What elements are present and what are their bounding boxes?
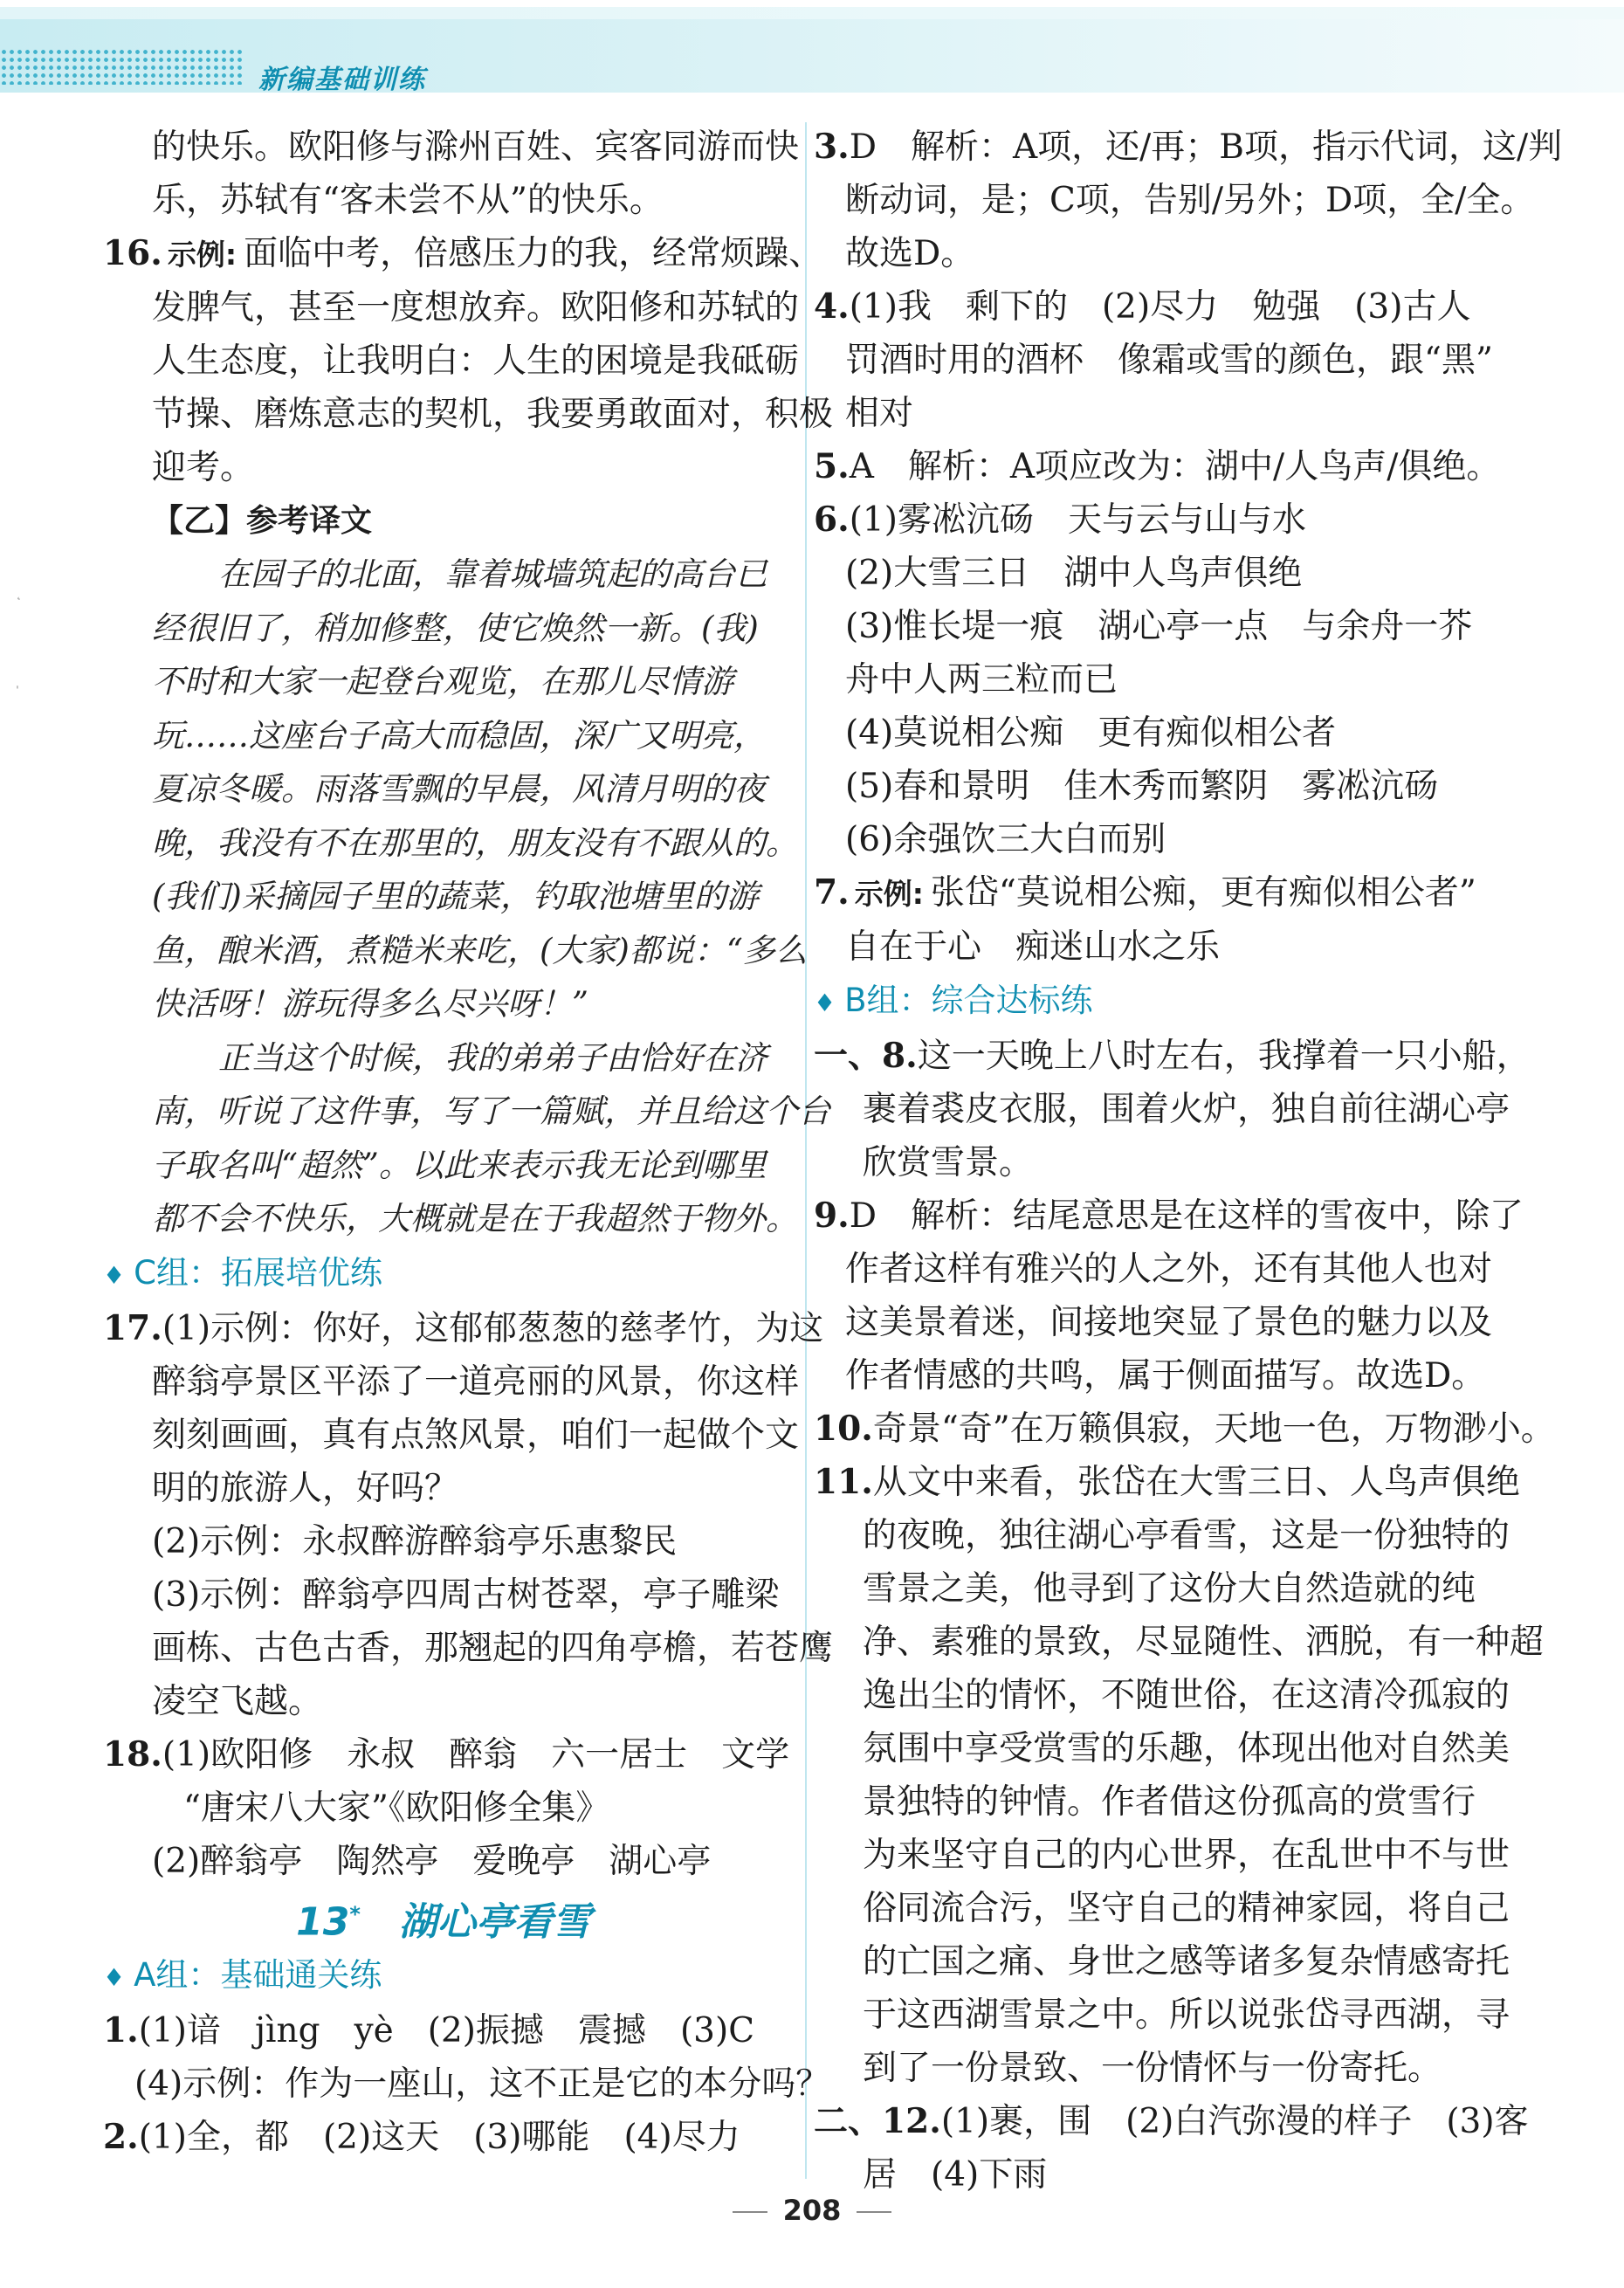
- item-text: (1)全，都 (2)这天 (3)哪能 (4)尽力: [138, 2118, 740, 2158]
- item-text: A 解析：A项应改为：湖中/人鸟声/俱绝。: [849, 447, 1501, 486]
- header-top-strip: [0, 7, 1624, 19]
- translation-line: 夏凉冬暖。雨落雪飘的早晨，风清月明的夜: [152, 770, 766, 808]
- item-text: (1)我 剩下的 (2)尽力 勉强 (3)古人: [849, 287, 1471, 327]
- answer-item: [814, 1402, 1555, 1456]
- item-text: (1)欧阳修 永叔 醉翁 六一居士 文学: [162, 1734, 790, 1775]
- answer-item: [814, 2095, 1529, 2148]
- translation-line: 子取名叫“超然”。以此来表示我无论到哪里: [152, 1146, 767, 1184]
- section-heading-text: A组：基础通关练: [134, 1956, 382, 1995]
- text-line: (4)示例：作为一座山，这不正是它的本分吗？: [134, 2064, 830, 2105]
- translation-line: 南，听说了这件事，写了一篇赋，并且给这个台: [152, 1092, 830, 1130]
- answer-item: [103, 1728, 790, 1781]
- item-text: (1)谙 jìng yè (2)振撼 震撼 (3)C: [138, 2011, 755, 2051]
- text-line: 景独特的钟情。作者借这份孤高的赏雪行: [863, 1782, 1476, 1822]
- item-text: 面临中考，倍感压力的我，经常烦躁、: [244, 234, 823, 273]
- diamond-icon: ♦: [103, 1963, 126, 1993]
- text-line: 作者这样有雅兴的人之外，还有其他人也对: [845, 1250, 1493, 1289]
- text-line: (3)惟长堤一痕 湖心亭一点 与余舟一芥: [845, 607, 1473, 646]
- item-number: 17.: [103, 1307, 162, 1348]
- diamond-icon: ♦: [814, 989, 836, 1017]
- footer-dash-right: [857, 2211, 891, 2213]
- text-line: 断动词，是；C项，告别/另外；D项，全/全。: [845, 181, 1535, 220]
- reference-translation-heading: 【乙】参考译文: [152, 503, 373, 539]
- item-text: D 解析：A项，还/再；B项，指示代词，这/判: [849, 127, 1563, 167]
- text-line: 这美景着迷，间接地突显了景色的魅力以及: [845, 1303, 1493, 1342]
- margin-mark: ˌ: [16, 677, 19, 691]
- text-line: 裹着裘皮衣服，围着火炉，独自前往湖心亭: [863, 1090, 1510, 1129]
- text-line: “唐宋八大家”《欧阳修全集》: [183, 1788, 610, 1828]
- text-line: 人生态度，让我明白：人生的困境是我砥砺: [152, 341, 800, 381]
- example-label: 示例:: [167, 238, 237, 272]
- item-number: 2.: [103, 2117, 139, 2158]
- right-column: [814, 121, 1563, 2202]
- item-number: 16.: [103, 233, 162, 273]
- lesson-title-text: 湖心亭看雪: [398, 1899, 591, 1945]
- translation-line: 在园子的北面，靠着城墙筑起的高台已: [218, 555, 767, 593]
- translation-line: 经很旧了，稍加修整，使它焕然一新。(我): [152, 609, 759, 647]
- text-line: 的亡国之痛、身世之感等诸多复杂情感寄托: [863, 1942, 1510, 1981]
- text-line: 欣赏雪景。: [863, 1143, 1034, 1182]
- text-line: 净、素雅的景致，尽显随性、洒脱，有一种超: [863, 1623, 1545, 1662]
- item-number: 6.: [814, 500, 850, 540]
- margin-mark: ˛: [16, 587, 22, 601]
- left-column: [103, 121, 834, 2164]
- item-text: 从文中来看，张岱在大雪三日、人鸟声俱绝: [872, 1463, 1520, 1502]
- text-line: 于这西湖雪景之中。所以说张岱寻西湖，寻: [863, 1995, 1510, 2035]
- text-line: 迎考。: [152, 448, 255, 487]
- text-line: 的快乐。欧阳修与滁州百姓、宾客同游而快: [152, 127, 800, 167]
- text-line: 节操、磨炼意志的契机，我要勇敢面对，积极: [152, 395, 834, 434]
- translation-line: (我们)采摘园子里的蔬菜，钓取池塘里的游: [152, 878, 759, 915]
- answer-item: [814, 493, 1512, 547]
- answer-item: [814, 866, 1512, 920]
- item-number: 7.: [814, 872, 850, 913]
- text-line: 舟中人两三粒而已: [845, 660, 1118, 699]
- text-line: 发脾气，甚至一度想放弃。欧阳修和苏轼的: [152, 288, 800, 327]
- text-line: (6)余强饮三大白而别: [845, 820, 1166, 859]
- item-number: 4.: [814, 286, 850, 327]
- item-text: (1)裹，围 (2)白汽弥漫的样子 (3)客: [940, 2102, 1529, 2141]
- text-line: 氛围中享受赏雪的乐趣，体现出他对自然美: [863, 1729, 1510, 1768]
- text-line: (2)示例：永叔醉游醉翁亭乐惠黎民: [152, 1521, 678, 1561]
- text-line: 醉翁亭景区平添了一道亮丽的风景，你这样: [152, 1361, 800, 1402]
- answer-item: [814, 280, 1512, 334]
- text-line: 刻刻画画，真有点煞风景，咱们一起做个文: [152, 1415, 800, 1455]
- translation-line: 快活呀！游玩得多么尽兴呀！”: [152, 985, 588, 1023]
- section-heading: [103, 1246, 784, 1302]
- text-line: (2)大雪三日 湖中人鸟声俱绝: [845, 554, 1303, 593]
- text-line: (3)示例：醉翁亭四周古树苍翠，亭子雕梁: [152, 1575, 780, 1615]
- translation-line: 鱼，酿米酒，煮糙米来吃，(大家)都说：“多么: [152, 931, 808, 969]
- item-number: 3.: [814, 127, 850, 167]
- translation-line: 正当这个时候，我的弟弟子由恰好在济: [218, 1038, 767, 1077]
- page-number: 208: [782, 2194, 842, 2227]
- section-heading-text: B组：综合达标练: [844, 982, 1093, 1019]
- header-dot-pattern: [0, 48, 244, 85]
- text-line: 的夜晚，独往湖心亭看雪，这是一份独特的: [863, 1516, 1510, 1555]
- page-footer: [0, 2194, 1624, 2227]
- item-number: 二、12.: [814, 2101, 941, 2141]
- example-label: 示例:: [854, 877, 924, 911]
- text-line: (4)莫说相公痴 更有痴似相公者: [845, 713, 1337, 753]
- item-text: 张岱“莫说相公痴，更有痴似相公者”: [930, 873, 1476, 913]
- item-number: 11.: [814, 1462, 873, 1502]
- answer-item: [103, 1302, 824, 1355]
- text-line: 明的旅游人，好吗？: [152, 1468, 459, 1508]
- text-line: 俗同流合污，坚守自己的精神家园，将自己: [863, 1889, 1510, 1928]
- lesson-number: 13: [296, 1899, 350, 1945]
- text-line: 到了一份景致、一份情怀与一份寄托。: [863, 2049, 1442, 2088]
- text-line: (5)春和景明 佳木秀而繁阴 雾凇沆砀: [845, 767, 1439, 806]
- text-line: 故选D。: [845, 234, 975, 273]
- text-line: 自在于心 痴迷山水之乐: [845, 927, 1221, 967]
- item-number: 1.: [103, 2010, 139, 2051]
- section-heading: [103, 1948, 784, 2004]
- text-line: (2)醉翁亭 陶然亭 爱晚亭 湖心亭: [152, 1841, 712, 1881]
- translation-line: 不时和大家一起登台观览，在那儿尽情游: [152, 663, 733, 700]
- answer-item: [814, 440, 1512, 493]
- footer-dash-left: [733, 2211, 767, 2213]
- answer-item: [103, 227, 823, 281]
- text-line: 作者情感的共鸣，属于侧面描写。故选D。: [845, 1356, 1486, 1396]
- item-number: 18.: [103, 1733, 162, 1775]
- answer-item: [103, 2111, 784, 2164]
- text-line: 乐，苏轼有“客未尝不从”的快乐。: [152, 181, 664, 220]
- item-text: 这一天晚上八时左右，我撑着一只小船，: [917, 1037, 1531, 1076]
- answer-item: [814, 121, 1563, 174]
- text-line: 画栋、古色古香，那翘起的四角亭檐，若苍鹰: [152, 1628, 834, 1668]
- answer-item: [814, 1456, 1520, 1509]
- translation-line: 晚，我没有不在那里的，朋友没有不跟从的。: [152, 824, 798, 862]
- section-heading-text: C组：拓展培优练: [134, 1253, 382, 1292]
- item-number: 一、8.: [814, 1036, 918, 1076]
- answer-item: [103, 2004, 784, 2057]
- item-text: (1)示例：你好，这郁郁葱葱的慈孝竹，为这: [162, 1308, 824, 1348]
- item-number: 5.: [814, 446, 850, 486]
- section-heading: [814, 974, 1512, 1030]
- item-text: 奇景“奇”在万籁俱寂，天地一色，万物渺小。: [872, 1409, 1555, 1449]
- translation-line: 都不会不快乐，大概就是在于我超然于物外。: [152, 1200, 798, 1237]
- lesson-title: [103, 1888, 784, 1949]
- text-line: 雪景之美，他寻到了这份大自然造就的纯: [863, 1569, 1476, 1609]
- item-number: 10.: [814, 1409, 873, 1449]
- answer-item: [814, 1189, 1524, 1243]
- text-line: 相对: [845, 394, 914, 433]
- text-line: 为来坚守自己的内心世界，在乱世中不与世: [863, 1836, 1510, 1875]
- text-line: 逸出尘的情怀，不随世俗，在这清冷孤寂的: [863, 1676, 1510, 1715]
- item-text: (1)雾凇沆砀 天与云与山与水: [849, 500, 1306, 540]
- item-text: D 解析：结尾意思是在这样的雪夜中，除了: [849, 1196, 1524, 1236]
- text-line: 罚酒时用的酒杯 像霜或雪的颜色，跟“黑”: [845, 341, 1493, 380]
- answer-item: [814, 1030, 1531, 1083]
- item-number: 9.: [814, 1196, 850, 1236]
- lesson-star-mark: *: [349, 1901, 361, 1926]
- diamond-icon: ♦: [103, 1260, 126, 1290]
- text-line: 居 (4)下雨: [863, 2155, 1048, 2195]
- series-title: 新编基础训练: [258, 65, 426, 95]
- translation-line: 玩……这座台子高大而稳固，深广又明亮，: [152, 716, 766, 755]
- text-line: 凌空飞越。: [152, 1681, 323, 1721]
